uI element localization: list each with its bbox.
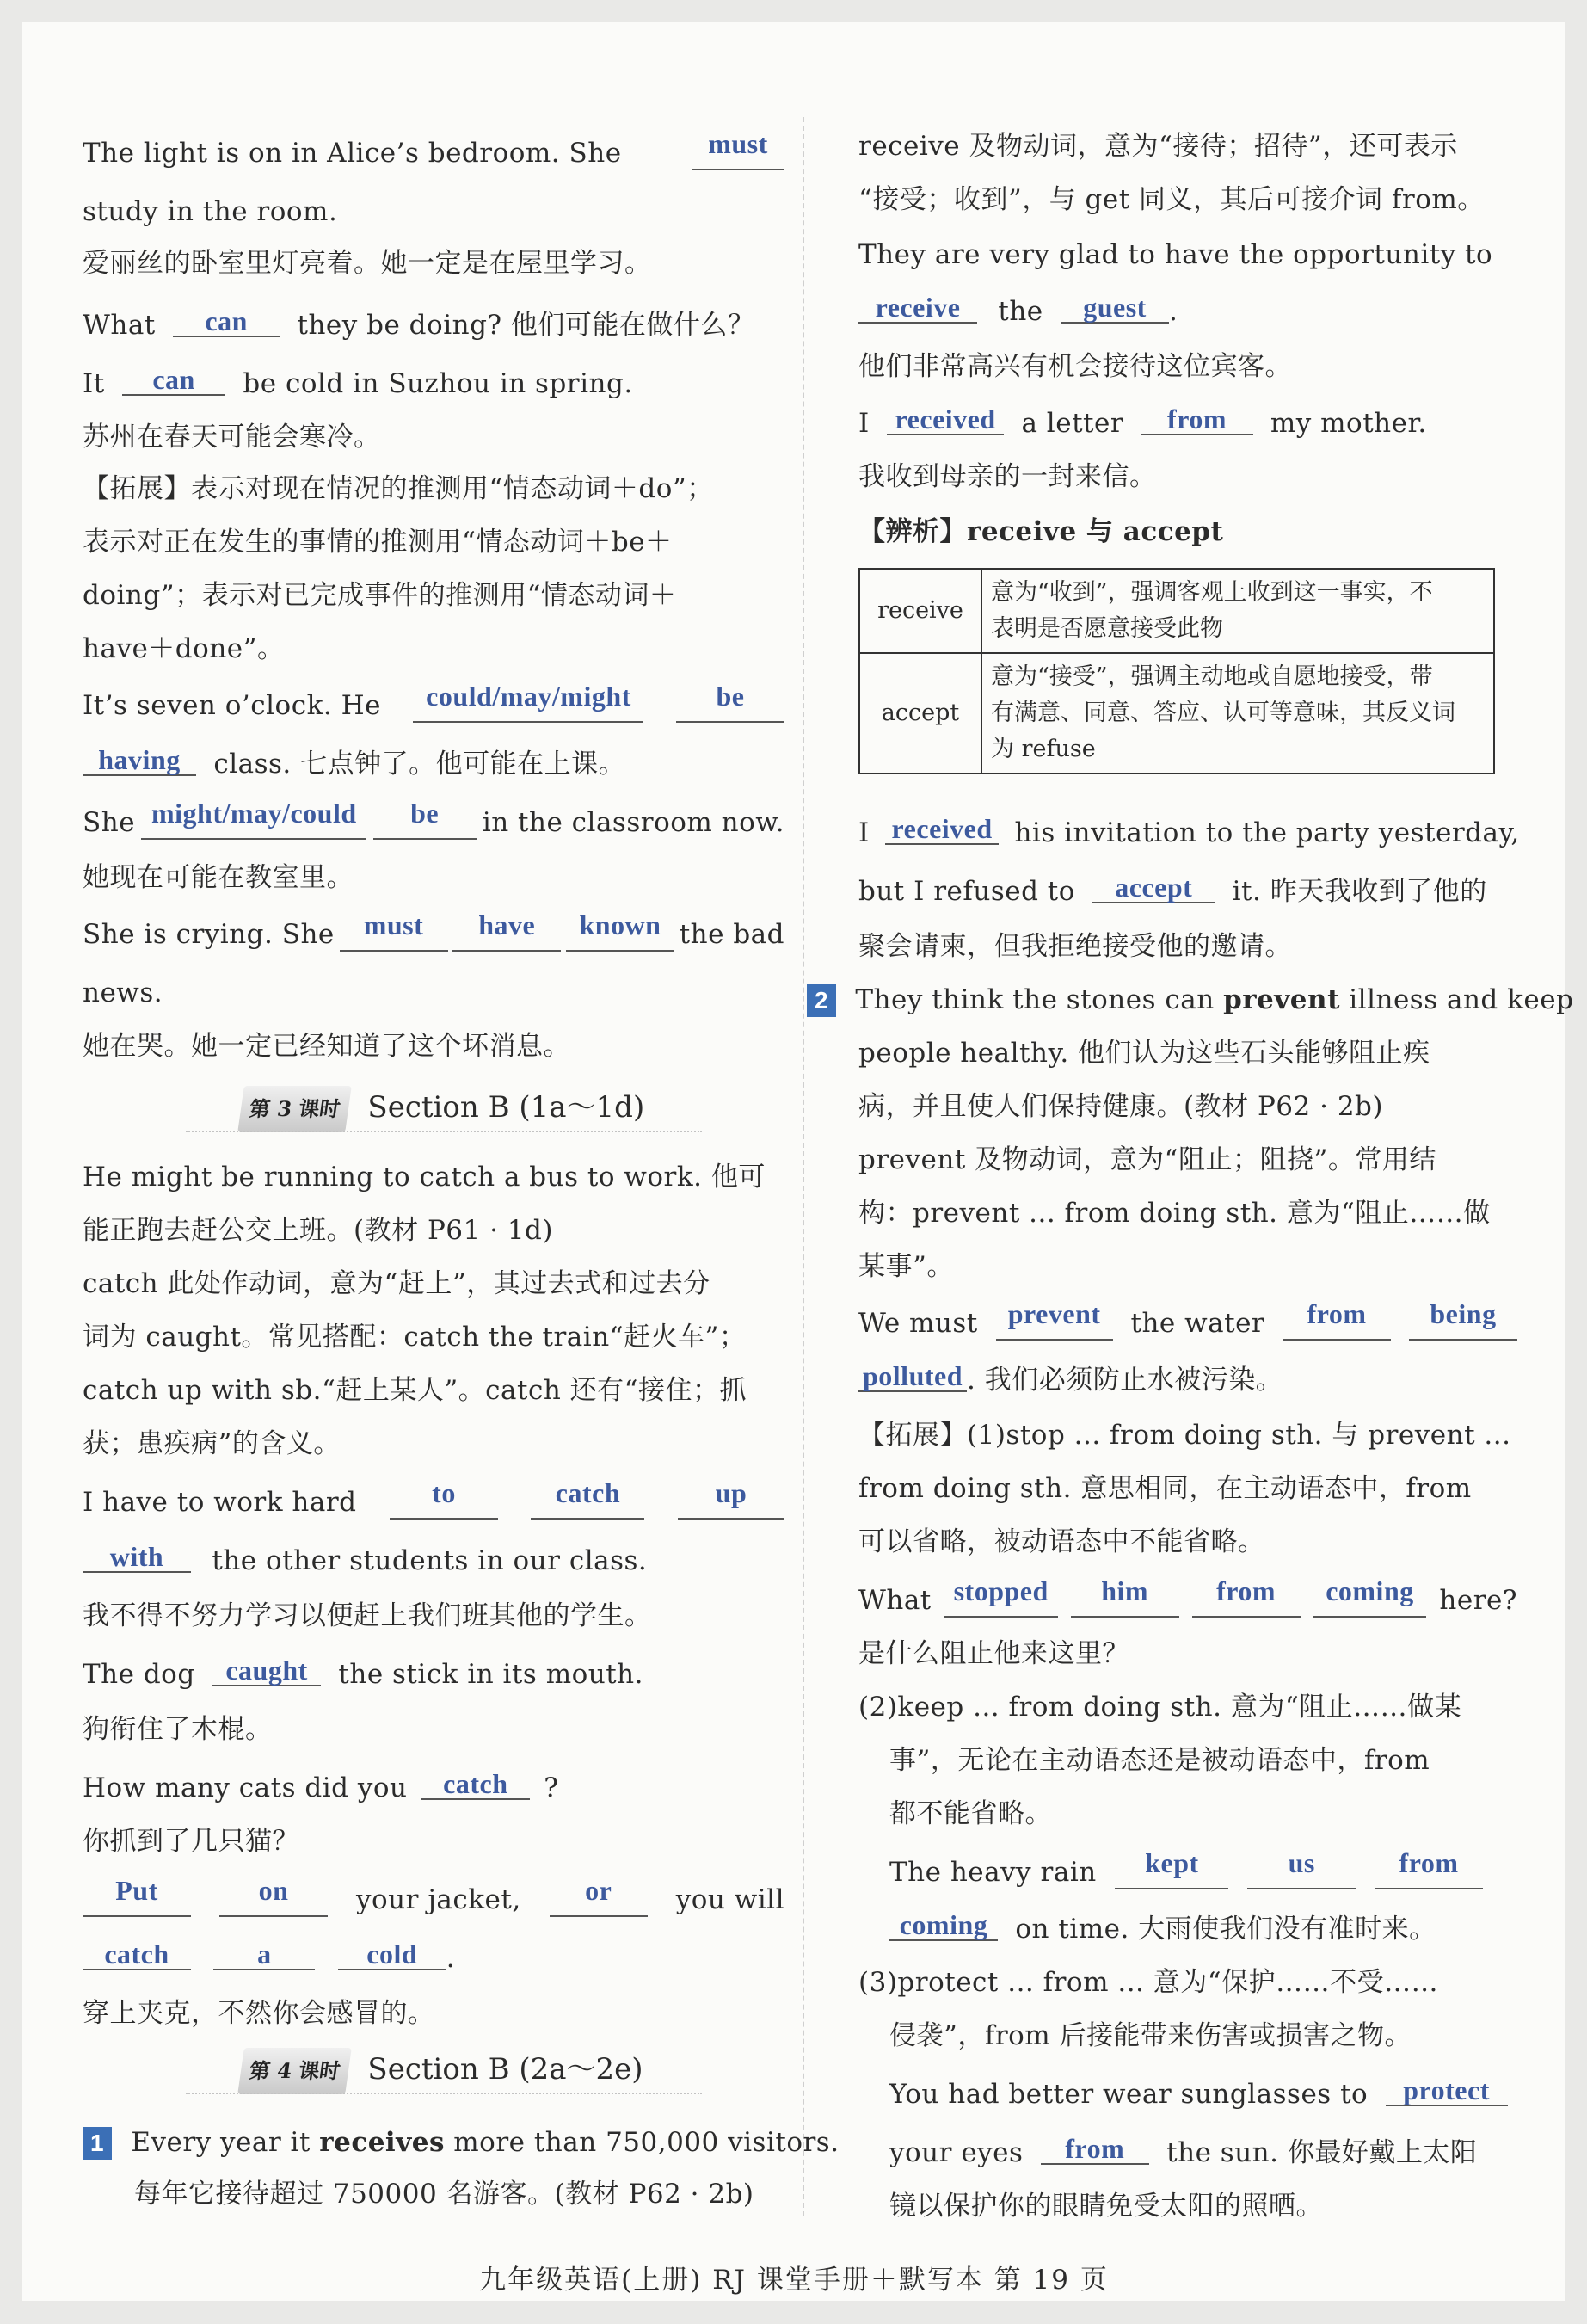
table-key: receive	[859, 569, 981, 653]
text-line: What stopped him from coming here?	[858, 1575, 1517, 1616]
text-line: prevent 及物动词，意为“阻止；阻挠”。常用结	[858, 1144, 1436, 1175]
text-line: news.	[83, 977, 163, 1008]
answer-blank: kept	[1115, 1848, 1228, 1889]
answer-blank: be	[373, 798, 477, 840]
answer-blank: catch	[421, 1769, 530, 1800]
answer-blank: from	[1283, 1299, 1391, 1341]
text-line: What can they be doing? 他们可能在做什么？	[83, 305, 755, 341]
answer-blank: on	[219, 1876, 328, 1917]
answer-blank: guest	[1061, 293, 1169, 324]
text-line: (3)protect ... from ... 意为“保护……不受……	[858, 1967, 1439, 1998]
text-line: It can be cold in Suzhou in spring.	[83, 364, 633, 399]
text-line: The light is on in Alice’s bedroom. She must	[83, 133, 784, 174]
answer-blank: have	[452, 910, 561, 952]
table-row	[859, 653, 1494, 774]
text-line: 可以省略，被动语态中不能省略。	[858, 1526, 1265, 1557]
answer-blank: stopped	[944, 1576, 1058, 1618]
text-line: but I refused to accept it. 昨天我收到了他的	[858, 872, 1487, 907]
answer-blank: known	[566, 910, 674, 952]
text-line: How many cats did you catch ?	[83, 1768, 559, 1803]
answer-blank: protect	[1386, 2075, 1508, 2106]
answer-blank: caught	[212, 1655, 321, 1686]
text-line: doing”；表示对已完成事件的推测用“情态动词＋	[83, 580, 677, 611]
text-line: You had better wear sunglasses to protect	[889, 2074, 1508, 2115]
text-line: The dog caught the stick in its mouth.	[83, 1655, 643, 1690]
answer-blank: must	[340, 910, 448, 952]
text-line: 我收到母亲的一封来信。	[858, 461, 1157, 492]
text-line: 聚会请柬，但我拒绝接受他的邀请。	[858, 931, 1292, 962]
text-line: She might/may/could be in the classroom now.	[83, 798, 784, 838]
text-line: 词为 caught。常见搭配：catch the train“赶火车”；	[83, 1322, 747, 1353]
answer-blank: to	[390, 1478, 498, 1520]
table-row	[859, 569, 1494, 653]
lesson-tag: 第 4 课时	[237, 2048, 352, 2094]
answer-blank: with	[83, 1542, 191, 1573]
text-line: receive the guest .	[858, 291, 1178, 332]
text-line: 【辨析】receive 与 accept	[858, 516, 1224, 547]
text-line: 穿上夹克，不然你会感冒的。	[83, 1998, 435, 2029]
heading-rule	[186, 1131, 702, 1132]
text-line: 你抓到了几只猫？	[83, 1826, 299, 1857]
answer-blank: can	[173, 306, 280, 337]
text-line: 获；患疾病”的含义。	[83, 1428, 341, 1459]
text-line: She is crying. She must have known the bad	[83, 909, 784, 950]
text-line: 构：prevent ... from doing sth. 意为“阻止……做	[858, 1198, 1491, 1229]
answer-blank: could/may/might	[413, 681, 643, 723]
text-line: 病，并且使人们保持健康。(教材 P62 · 2b)	[858, 1091, 1383, 1122]
text-line: 爱丽丝的卧室里灯亮着。她一定是在屋里学习。	[83, 248, 652, 279]
answer-blank: catch	[83, 1939, 191, 1970]
answer-blank: prevent	[996, 1299, 1113, 1341]
comparison-table	[858, 568, 1495, 774]
text-line: I received his invitation to the party yesterday,	[858, 813, 1520, 848]
text-line: It’s seven o’clock. He could/may/might be	[83, 685, 784, 726]
answer-blank: be	[676, 681, 784, 723]
text-line: The heavy rain kept us from	[889, 1852, 1483, 1893]
text-line: They are very glad to have the opportunity to	[858, 239, 1493, 270]
text-line: I received a letter from my mother.	[858, 404, 1427, 439]
text-line: from doing sth. 意思相同，在主动语态中，from	[858, 1473, 1472, 1504]
text-line: 是什么阻止他来这里？	[858, 1638, 1129, 1669]
text-line: 【拓展】表示对现在情况的推测用“情态动词＋do”；	[83, 473, 714, 504]
answer-blank: received	[885, 814, 999, 845]
text-line: have＋done”。	[83, 633, 285, 664]
text-line: study in the room.	[83, 196, 338, 227]
text-line: 2 They think the stones can prevent illness and keep	[807, 979, 1573, 1020]
answer-blank: accept	[1092, 872, 1215, 903]
text-line: 苏州在春天可能会寒冷。	[83, 422, 381, 453]
table-key: accept	[859, 653, 981, 774]
text-line: 都不能省略。	[889, 1798, 1052, 1829]
text-line: having class. 七点钟了。他可能在上课。	[83, 743, 625, 785]
section-heading-lesson-4: 第 4 课时 Section B (2a～2e)	[241, 2048, 643, 2094]
answer-blank: must	[692, 129, 784, 170]
answer-blank: can	[122, 365, 225, 396]
text-line: 某事”。	[858, 1251, 954, 1282]
item-number-badge: 1	[83, 2127, 112, 2160]
text-line: 每年它接待超过 750000 名游客。(教材 P62 · 2b)	[134, 2179, 754, 2210]
lesson-tag: 第 3 课时	[237, 1086, 352, 1132]
answer-blank: from	[1141, 404, 1253, 435]
text-line: Put on your jacket, or you will	[83, 1879, 784, 1920]
text-line: (2)keep ... from doing sth. 意为“阻止……做某	[858, 1692, 1462, 1723]
page	[22, 22, 1574, 2301]
text-line: We must prevent the water from being	[858, 1303, 1517, 1344]
text-line: 侵袭”，from 后接能带来伤害或损害之物。	[889, 2020, 1412, 2051]
answer-blank: catch	[531, 1478, 644, 1520]
text-line: with the other students in our class.	[83, 1540, 647, 1581]
text-line: 【拓展】(1)stop ... from doing sth. 与 prevent ...	[858, 1420, 1511, 1451]
answer-blank: received	[887, 404, 1004, 435]
answer-blank: having	[83, 745, 196, 776]
text-line: your eyes from the sun. 你最好戴上太阳	[889, 2133, 1478, 2168]
text-line: receive 及物动词，意为“接待；招待”，还可表示	[858, 131, 1458, 162]
answer-blank: from	[1375, 1848, 1483, 1889]
answer-blank: us	[1247, 1848, 1356, 1889]
answer-blank: or	[550, 1876, 648, 1917]
answer-blank: polluted	[858, 1361, 967, 1392]
column-divider	[803, 117, 804, 2216]
answer-blank: being	[1409, 1299, 1517, 1341]
text-line: catch 此处作动词，意为“赶上”，其过去式和过去分	[83, 1268, 710, 1299]
text-line: catch a cold .	[83, 1938, 455, 1979]
text-line: 能正跑去赶公交上班。(教材 P61 · 1d)	[83, 1215, 553, 1246]
answer-blank: up	[678, 1478, 784, 1520]
text-line: 她在哭。她一定已经知道了这个坏消息。	[83, 1031, 570, 1062]
answer-blank: a	[213, 1939, 315, 1970]
text-line: 镜以保护你的眼睛免受太阳的照晒。	[889, 2191, 1323, 2222]
text-line: people healthy. 他们认为这些石头能够阻止疾	[858, 1038, 1430, 1069]
answer-blank: cold	[338, 1939, 446, 1970]
answer-blank: coming	[1313, 1576, 1426, 1618]
text-line: 他们非常高兴有机会接待这位宾客。	[858, 351, 1292, 382]
text-line: He might be running to catch a bus to work. 他可	[83, 1162, 766, 1193]
section-heading-lesson-3: 第 3 课时 Section B (1a～1d)	[241, 1086, 644, 1132]
page-footer: 九年级英语(上册) RJ 课堂手册＋默写本 第 19 页	[479, 2265, 1109, 2296]
text-line: 表示对正在发生的事情的推测用“情态动词＋be＋	[83, 527, 673, 558]
text-line: 狗衔住了木棍。	[83, 1714, 273, 1745]
text-line: 我不得不努力学习以便赶上我们班其他的学生。	[83, 1600, 652, 1631]
answer-blank: coming	[889, 1910, 998, 1941]
text-line: polluted . 我们必须防止水被污染。	[858, 1359, 1283, 1401]
text-line: 1 Every year it receives more than 750,000 visitors.	[83, 2122, 840, 2163]
table-value: 意为“接受”，强调主动地或自愿地接受，带 有满意、同意、答应、认可等意味，其反义词 为 refuse	[981, 653, 1494, 774]
text-line: 事”，无论在主动语态还是被动语态中，from	[889, 1745, 1430, 1776]
item-number-badge: 2	[807, 984, 836, 1017]
heading-rule	[186, 2093, 702, 2094]
answer-blank: from	[1192, 1576, 1301, 1618]
text-line: “接受；收到”，与 get 同义，其后可接介词 from。	[858, 184, 1485, 215]
text-line: 她现在可能在教室里。	[83, 862, 354, 893]
answer-blank: him	[1071, 1576, 1179, 1618]
answer-blank: receive	[858, 293, 977, 324]
answer-blank: might/may/could	[141, 798, 366, 840]
answer-blank: from	[1041, 2134, 1149, 2165]
text-line: catch up with sb.“赶上某人”。catch 还有“接住；抓	[83, 1375, 747, 1406]
text-line: coming on time. 大雨使我们没有准时来。	[889, 1908, 1436, 1950]
text-line: I have to work hard to catch up	[83, 1482, 784, 1523]
answer-blank: Put	[83, 1876, 191, 1917]
table-value: 意为“收到”，强调客观上收到这一事实，不 表明是否愿意接受此物	[981, 569, 1494, 653]
